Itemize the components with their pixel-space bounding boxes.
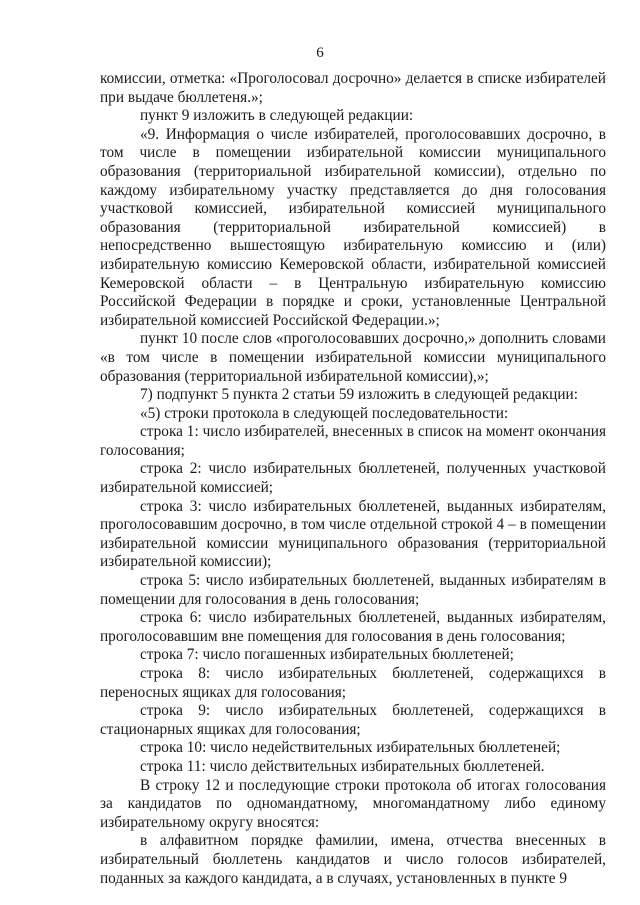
paragraph: 7) подпункт 5 пункта 2 статьи 59 изложить в следующей редакции:	[140, 386, 578, 404]
paragraph: строка 3: число избирательных бюллетеней, выданных избирателям, проголосовавшим досрочно, в том числе отдельной строкой 4 – в помещении избирательной комиссии муниципального образования (территориальной избирательной комиссии);	[100, 497, 606, 571]
paragraph: строка 6: число избирательных бюллетеней, выданных избирателям, проголосовавшим вне помещения для голосования в день голосования;	[100, 609, 606, 645]
paragraph: строка 9: число избирательных бюллетеней, содержащихся в стационарных ящиках для голосования;	[100, 702, 606, 738]
paragraph: комиссии, отметка: «Проголосовал досрочно» делается в списке избирателей при выдаче бюллетеня.»;	[100, 70, 606, 106]
paragraph: «9. Информация о числе избирателей, проголосовавших досрочно, в том числе в помещении избирательной комиссии муниципального образования (территориальной избирательной комиссии), отдельно по каждому избирательному участку представляется до дня голосования участковой комиссией, избирательной комиссией муниципального образования (территориальной избирательной комиссией) в непосредственно вышестоящую избирательную комиссию и (или) избирательную комиссию Кемеровской области, избирательной комиссией Кемеровской области – в Центральную избирательную комиссию Российской Федерации в порядке и сроки, установленные Центральной избирательной комиссией Российской Федерации.»;	[100, 125, 606, 329]
paragraph: строка 5: число избирательных бюллетеней, выданных избирателям в помещении для голосования в день голосования;	[100, 572, 606, 608]
paragraph: «5) строки протокола в следующей последовательности:	[140, 404, 509, 422]
paragraph: в алфавитном порядке фамилии, имена, отчества внесенных в избирательный бюллетень кандидатов и число голосов избирателей, поданных за каждого кандидата, а в случаях, установленных в пункте 9	[100, 832, 606, 887]
paragraph: строка 1: число избирателей, внесенных в список на момент окончания голосования;	[100, 423, 606, 459]
paragraph: строка 7: число погашенных избирательных бюллетеней;	[140, 646, 514, 664]
paragraph: строка 11: число действительных избирательных бюллетеней.	[140, 757, 545, 775]
paragraph: строка 10: число недействительных избирательных бюллетеней;	[140, 739, 561, 757]
paragraph: пункт 10 после слов «проголосовавших досрочно,» дополнить словами «в том числе в помещении избирательной комиссии муниципального образования (территориальной избирательной комиссии),»;	[100, 330, 606, 385]
page-number: 6	[316, 45, 324, 61]
document-body	[100, 70, 606, 888]
paragraph: строка 8: число избирательных бюллетеней, содержащихся в переносных ящиках для голосования;	[100, 665, 606, 701]
paragraph: строка 2: число избирательных бюллетеней, полученных участковой избирательной комиссией;	[100, 460, 606, 497]
paragraph: пункт 9 изложить в следующей редакции:	[140, 107, 414, 125]
paragraph: В строку 12 и последующие строки протокола об итогах голосования за кандидатов по одномандатному, многомандатному либо единому избирательному округу вносятся:	[100, 776, 606, 831]
